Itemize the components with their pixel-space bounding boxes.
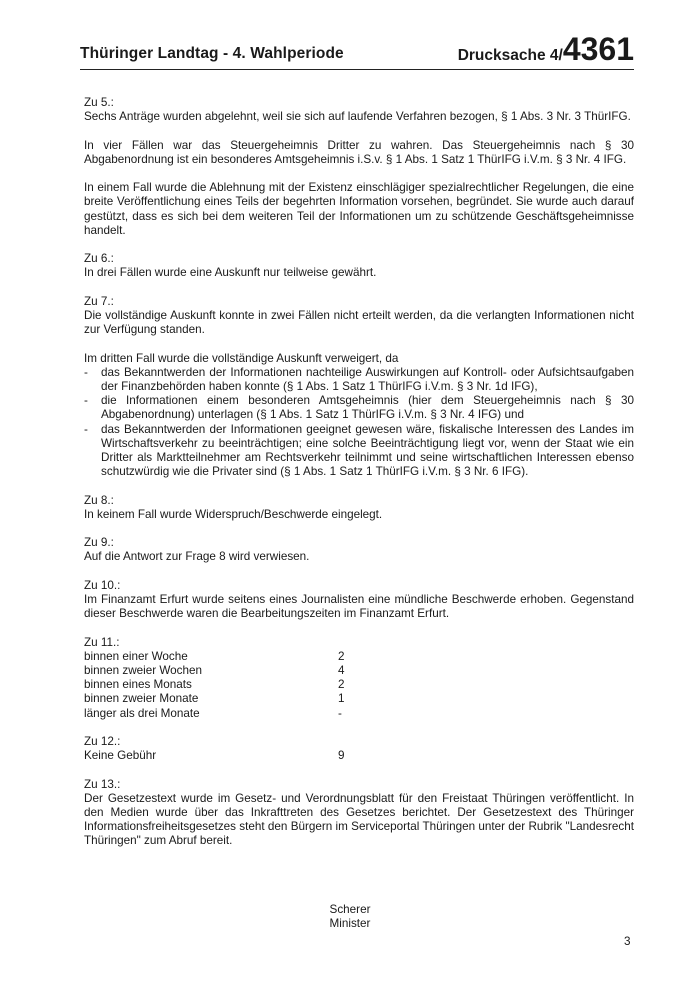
page-number: 3 — [624, 935, 631, 948]
zu7-heading: Zu 7.: — [84, 294, 114, 308]
zu5-paragraph-2: In vier Fällen war das Steuergeheimnis Dritter zu wahren. Das Steuergeheimnis nach § 30 Abgabenordnung ist ein besonderes Amtsgeheimnis i.S.v. § 1 Abs. 1 Satz 1 ThürIFG i.V.m. § 3 Nr. 4 IFG. — [84, 138, 634, 166]
table-row — [84, 678, 345, 692]
table-row — [84, 650, 345, 664]
zu12-fee-table — [84, 749, 345, 763]
drucksache-label: Drucksache 4/ — [457, 47, 563, 64]
table-row — [84, 692, 345, 706]
fee-count: 9 — [338, 749, 345, 763]
zu5-paragraph-1: Sechs Anträge wurden abgelehnt, weil sie sich auf laufende Verfahren bezogen, § 1 Abs. 3 Nr. 3 ThürIFG. — [84, 110, 631, 124]
duration-label: binnen eines Monats — [84, 678, 192, 692]
zu12-heading: Zu 12.: — [84, 734, 121, 748]
table-row — [84, 749, 345, 763]
zu9-text: Auf die Antwort zur Frage 8 wird verwiesen. — [84, 550, 310, 564]
zu7-intro: Im dritten Fall wurde die vollständige Auskunft verweigert, da — [84, 351, 399, 365]
signature-block — [0, 903, 700, 931]
duration-count: 2 — [338, 649, 345, 663]
drucksache-number: 4361 — [562, 31, 634, 67]
signatory-title: Minister — [329, 917, 371, 931]
page-header — [80, 33, 634, 70]
zu5-paragraph-3: In einem Fall wurde die Ablehnung mit der Existenz einschlägiger spezialrechtlicher Regelungen, die eine breite Veröffentlichung eines Teils der begehrten Information vorsehen, begründet. Sie wurde auch darauf gestützt, dass es sich bei dem weiteren Teil der Informationen um zu schützende Geschäftsgeheimnisse handelt. — [84, 181, 634, 237]
duration-label: binnen zweier Wochen — [84, 663, 203, 677]
duration-label: länger als drei Monate — [84, 706, 200, 720]
duration-count: 4 — [338, 663, 345, 677]
zu7-reason-item: - das Bekanntwerden der Informationen geeignet gewesen wäre, fiskalische Interessen des Landes im Wirtschaftsverkehr zu beeinträchtigen; eine solche Beeinträchtigung liegt vor, wenn der Staat wie ein Dritter als Marktteilnehmer am Rechtsverkehr teilnimmt und seine wirtschaftlichen Interessen ebenso schutzwürdig wie die Privater sind (§ 1 Abs. 1 Satz 1 ThürIFG i.V.m. § 3 Nr. 6 IFG). — [84, 423, 634, 480]
zu8-heading: Zu 8.: — [84, 493, 114, 507]
zu6-heading: Zu 6.: — [84, 252, 114, 266]
zu7-reasons-list — [84, 366, 634, 480]
zu7-paragraph-1: Die vollständige Auskunft konnte in zwei Fällen nicht erteilt werden, da die verlangten Informationen nicht zur Verfügung standen. — [84, 308, 634, 337]
duration-label: binnen einer Woche — [84, 649, 188, 663]
duration-count: 1 — [338, 692, 345, 706]
zu5-heading: Zu 5.: — [84, 96, 114, 109]
duration-count: 2 — [338, 678, 345, 692]
zu7-reason-item: - die Informationen einem besonderen Amtsgeheimnis (hier dem Steuergeheimnis nach § 30 Abgabenordnung) unterlagen (§ 1 Abs. 1 Satz 1 ThürIFG i.V.m. § 3 Nr. 4 IFG) und — [84, 394, 634, 422]
zu7-reason-item: - das Bekanntwerden der Informationen nachteilige Auswirkungen auf Kontroll- oder Aufsichtsaufgaben der Finanzbehörden haben konnte (§ 1 Abs. 1 Satz 1 ThürIFG i.V.m. § 3 Nr. 1d IFG), — [84, 366, 634, 394]
duration-label: binnen zweier Monate — [84, 692, 199, 706]
duration-count: - — [338, 706, 342, 720]
zu10-text: Im Finanzamt Erfurt wurde seitens eines Journalisten eine mündliche Beschwerde erhoben. Gegenstand dieser Beschwerde waren die Bearbeitungszeiten im Finanzamt Erfurt. — [84, 592, 634, 621]
header-title: Thüringer Landtag - 4. Wahlperiode — [80, 45, 344, 62]
fee-label: Keine Gebühr — [84, 749, 157, 763]
zu11-duration-table — [84, 650, 345, 721]
table-row — [84, 707, 345, 721]
zu8-text: In keinem Fall wurde Widerspruch/Beschwerde eingelegt. — [84, 507, 383, 521]
document-body — [84, 96, 634, 863]
table-row — [84, 664, 345, 678]
drucksache-reference — [458, 33, 634, 65]
signatory-name: Scherer — [329, 903, 371, 916]
zu10-heading: Zu 10.: — [84, 578, 121, 592]
zu11-heading: Zu 11.: — [84, 635, 120, 649]
zu13-heading: Zu 13.: — [84, 777, 121, 791]
zu6-text: In drei Fällen wurde eine Auskunft nur teilweise gewährt. — [84, 266, 377, 280]
zu13-text: Der Gesetzestext wurde im Gesetz- und Verordnungsblatt für den Freistaat Thüringen veröffentlicht. In den Medien wurde über das Inkrafttreten des Gesetzes berichtet. Der Gesetzestext des Thüringer Informationsfreiheitsgesetzes steht den Bürgern im Serviceportal Thüringen unter der Rubrik "Landesrecht Thüringen" zum Abruf bereit. — [84, 791, 634, 848]
zu9-heading: Zu 9.: — [84, 536, 114, 550]
